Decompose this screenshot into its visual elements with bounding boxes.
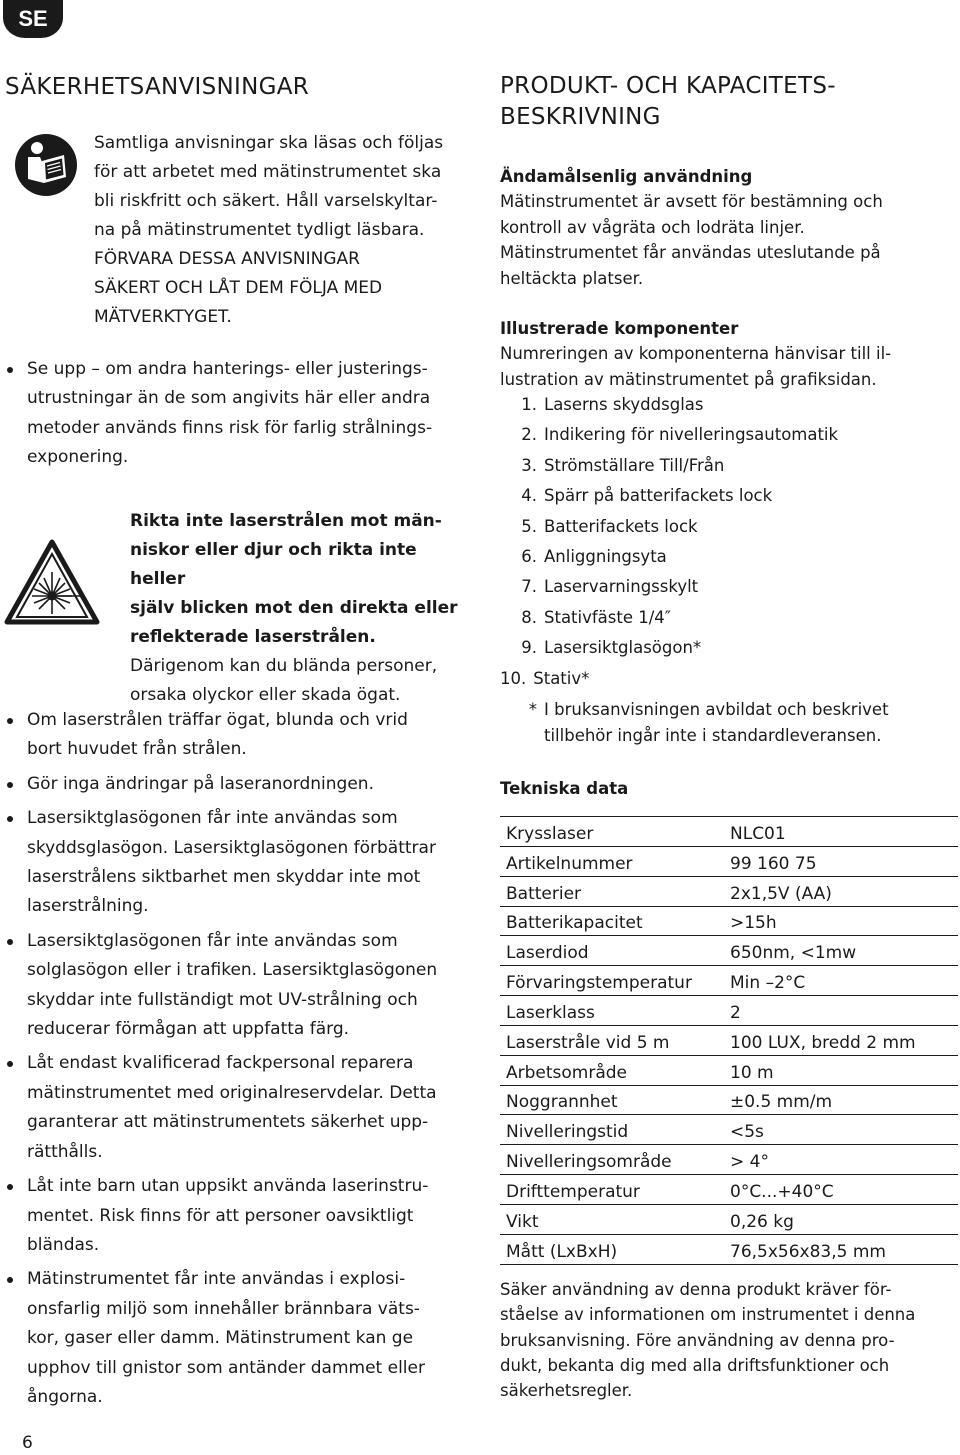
list-item: Se upp – om andra hanterings- eller justerings- utrustningar än de som angivits här eller andra metoder används finns risk för farlig strålnings- exponering. [6, 355, 461, 473]
list-item: 8. Stativfäste 1/4″ [521, 607, 671, 627]
spec-value: NLC01 [724, 817, 958, 847]
components-intro: Numreringen av komponenterna hänvisar till il- lustration av mätinstrumentet på grafiksidan. [500, 344, 892, 389]
spec-label: Noggrannhet [500, 1085, 724, 1115]
spec-label: Förvaringstemperatur [500, 966, 724, 996]
spec-label: Batterier [500, 876, 724, 906]
spec-label: Nivelleringstid [500, 1115, 724, 1145]
list-item: 3. Strömställare Till/Från [521, 455, 725, 475]
table-row [500, 817, 958, 847]
list-item: Gör inga ändringar på laseranordningen. [6, 770, 461, 799]
safety-intro: Samtliga anvisningar ska läsas och följas för att arbetet med mätinstrumentet ska bli riskfritt och säkert. Håll varselskyltar- na på mätinstrumentet tydligt läsbara. FÖRVARA DESSA ANVISNINGAR SÄKERT OCH LÅT DEM FÖLJA MED MÄTVERKTYGET. [94, 133, 444, 327]
spec-value: 0°C...+40°C [724, 1175, 958, 1205]
spec-label: Laserklass [500, 996, 724, 1026]
intended-use-section [500, 164, 955, 291]
list-item: Mätinstrumentet får inte användas i explosi- onsfarlig miljö som innehåller brännbara väts- kor, gaser eller damm. Mätinstrument kan ge upphov till gnistor som antänder dammet eller ångorna. [6, 1265, 461, 1412]
list-item: Låt inte barn utan uppsikt använda laserinstru- mentet. Risk finns för att personer oavsiktligt bländas. [6, 1172, 461, 1260]
list-item: 10. Stativ* [500, 668, 590, 688]
table-row [500, 1204, 958, 1234]
spec-value: >15h [724, 906, 958, 936]
spec-label: Drifttemperatur [500, 1175, 724, 1205]
list-item: 7. Laservarningsskylt [521, 577, 699, 597]
closing-text: Säker användning av denna produkt kräver för- ståelse av informationen om instrumentet i denna bruksanvisning. Före användning av denna pro- dukt, bekanta dig med alla driftsfunktioner och säkerhetsregler. [500, 1280, 916, 1401]
spec-value: ±0.5 mm/m [724, 1085, 958, 1115]
components-title: Illustrerade komponenter [500, 319, 739, 338]
list-item: Lasersiktglasögonen får inte användas som solglasögon eller i trafiken. Lasersiktglasögonen skyddar inte fullständigt mot UV-strålning och reducerar förmågan att uppfatta färg. [6, 927, 461, 1045]
table-row [500, 1055, 958, 1085]
table-row [500, 876, 958, 906]
footnote-mark: * [528, 700, 537, 720]
list-item: 5. Batterifackets lock [521, 516, 698, 536]
spec-value: 99 160 75 [724, 846, 958, 876]
table-row [500, 1234, 958, 1264]
list-item: 1. Laserns skyddsglas [521, 395, 704, 414]
list-item: Om laserstrålen träffar ögat, blunda och vrid bort huvudet från strålen. [6, 706, 461, 765]
spec-value: 2 [724, 996, 958, 1026]
spec-label: Laserdiod [500, 936, 724, 966]
table-row [500, 966, 958, 996]
list-item: 6. Anliggningsyta [521, 547, 667, 567]
spec-value: 0,26 kg [724, 1204, 958, 1234]
components-section [500, 316, 955, 748]
product-heading: PRODUKT- OCH KAPACITETS- BESKRIVNING [500, 73, 836, 130]
safety-heading: SÄKERHETSANVISNINGAR [5, 74, 310, 100]
laser-warning-text: Rikta inte laserstrålen mot män- niskor eller djur och rikta inte heller själv blicken mot den direkta eller reflekterade laserstrålen. Därigenom kan du blända personer, orsaka olyckor eller skada ögat. [130, 511, 458, 705]
intended-use-text: Mätinstrumentet är avsett för bestämning och kontroll av vågräta och lodräta linjer. Mätinstrumentet får användas uteslutande på heltäckta platser. [500, 192, 883, 288]
spec-value: 650nm, <1mw [724, 936, 958, 966]
table-row [500, 1115, 958, 1145]
language-badge: SE [3, 0, 63, 38]
table-row [500, 996, 958, 1026]
intended-use-title: Ändamålsenlig användning [500, 167, 753, 186]
list-item: 2. Indikering för nivelleringsautomatik [521, 425, 839, 445]
spec-label: Arbetsområde [500, 1055, 724, 1085]
tech-data-title: Tekniska data [500, 779, 629, 798]
table-row [500, 936, 958, 966]
list-item: Lasersiktglasögonen får inte användas som skyddsglasögon. Lasersiktglasögonen förbättrar laserstrålens siktbarhet men skyddar inte mot laserstrålning. [6, 804, 461, 922]
spec-label: Artikelnummer [500, 846, 724, 876]
table-row [500, 906, 958, 936]
spec-value: 2x1,5V (AA) [724, 876, 958, 906]
spec-label: Mått (LxBxH) [500, 1234, 724, 1264]
table-row [500, 1175, 958, 1205]
spec-value: 10 m [724, 1055, 958, 1085]
spec-label: Nivelleringsområde [500, 1145, 724, 1175]
bullet-list-bottom [6, 706, 461, 1412]
components-list [500, 390, 955, 694]
list-item: Låt endast kvalificerad fackpersonal reparera mätinstrumentet med originalreservdelar. Detta garanterar att mätinstrumentets säkerhet upp- rätthålls. [6, 1049, 461, 1167]
spec-label: Vikt [500, 1204, 724, 1234]
spec-label: Krysslaser [500, 817, 724, 847]
table-row [500, 1025, 958, 1055]
read-manual-icon [14, 133, 78, 197]
spec-value: 100 LUX, bredd 2 mm [724, 1025, 958, 1055]
table-row [500, 1085, 958, 1115]
spec-value: > 4° [724, 1145, 958, 1175]
spec-label: Batterikapacitet [500, 906, 724, 936]
table-row [500, 846, 958, 876]
laser-warning-icon [4, 538, 100, 626]
tech-data-table [500, 816, 958, 1265]
spec-label: Laserstråle vid 5 m [500, 1025, 724, 1055]
page-number: 6 [22, 1433, 33, 1453]
bullet-list-top [6, 355, 461, 473]
list-item: 9. Lasersiktglasögon* [521, 638, 702, 658]
spec-value: <5s [724, 1115, 958, 1145]
spec-value: Min –2°C [724, 966, 958, 996]
list-item: 4. Spärr på batterifackets lock [521, 486, 773, 506]
components-footnote: * I bruksanvisningen avbildat och beskrivet tillbehör ingår inte i standardleveransen. [500, 697, 955, 748]
table-row [500, 1145, 958, 1175]
spec-value: 76,5x56x83,5 mm [724, 1234, 958, 1264]
